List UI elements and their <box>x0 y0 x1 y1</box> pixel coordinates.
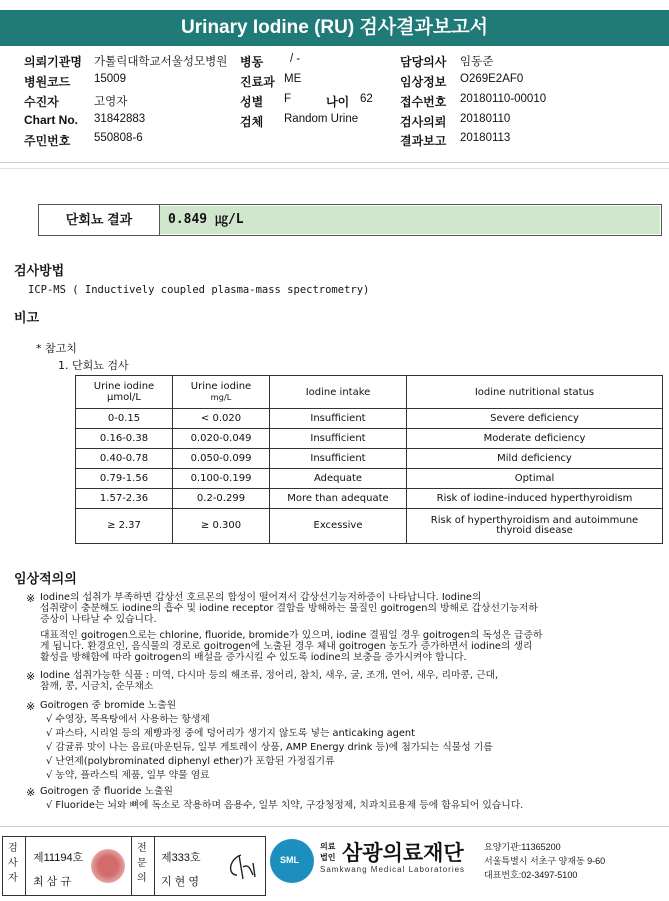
value-report-date: 20180113 <box>460 132 511 144</box>
label-patient: 수진자 <box>24 95 59 109</box>
table-cell: Insufficient <box>270 429 407 449</box>
label-ward: 병동 <box>240 55 264 69</box>
value-institution: 가톨릭대학교서울성모병원 <box>94 56 228 68</box>
table-cell: 0.050-0.099 <box>173 449 270 469</box>
reference-table <box>75 375 663 544</box>
table-header: Iodine nutritional status <box>407 376 663 409</box>
label-sex: 성별 <box>240 95 264 109</box>
org-english-name: Samkwang Medical Laboratories <box>320 865 466 874</box>
table-row <box>76 489 663 509</box>
label-department: 진료과 <box>240 75 275 89</box>
specialist-name: 지 현 영 <box>161 876 199 888</box>
table-cell: Risk of iodine-induced hyperthyroidism <box>407 489 663 509</box>
bromide-item: √ 농약, 플라스틱 제품, 일부 약물 염료 <box>46 770 210 781</box>
table-cell: < 0.020 <box>173 409 270 429</box>
org-address: 서울특별시 서초구 양재동 9-60 <box>484 856 606 866</box>
table-cell: 0.100-0.199 <box>173 469 270 489</box>
table-cell: 0.2-0.299 <box>173 489 270 509</box>
table-cell: Risk of hyperthyroidism and autoimmune thyroid disease <box>407 509 663 544</box>
report-title: Urinary Iodine (RU) 검사결과보고서 <box>0 10 669 46</box>
sml-logo-icon <box>270 839 314 883</box>
clinical-para-1-line-3: 증상이 나타날 수 있습니다. <box>40 614 157 625</box>
fluoride-title: Goitrogen 중 fluoride 노출원 <box>40 786 173 797</box>
label-institution: 의뢰기관명 <box>24 55 82 69</box>
value-department: ME <box>284 73 302 85</box>
table-cell: ≥ 0.300 <box>173 509 270 544</box>
table-cell: 0.79-1.56 <box>76 469 173 489</box>
patient-header <box>24 53 654 153</box>
value-sex: F <box>284 93 292 105</box>
logo-text: SML <box>280 855 299 865</box>
header-divider <box>0 162 669 163</box>
value-receipt-number: 20180110-00010 <box>460 93 547 105</box>
table-cell: More than adequate <box>270 489 407 509</box>
tester-label: 검사자 <box>8 843 18 884</box>
label-receipt-number: 접수번호 <box>400 95 447 109</box>
label-resident-number: 주민번호 <box>24 134 71 148</box>
table-cell: Optimal <box>407 469 663 489</box>
value-age: 62 <box>360 93 373 105</box>
clinical-para-1-line-2: 섭취량이 충분해도 iodine의 흡수 및 iodine receptor 결합을 방해하는 물질인 goitrogen의 방해로 갑상선기능저하 <box>40 603 538 614</box>
label-hospital-code: 병원코드 <box>24 75 71 89</box>
reference-mark-icon: ※ <box>26 592 36 605</box>
header-mg: Urine iodine mg/L <box>190 381 252 402</box>
org-prefix-2: 법인 <box>320 853 336 862</box>
result-label: 단회뇨 결과 <box>39 205 160 235</box>
value-hospital-code: 15009 <box>94 73 126 85</box>
value-patient: 고영자 <box>94 96 128 108</box>
tester-label-cell <box>3 837 26 895</box>
value-doctor: 임동준 <box>460 56 494 68</box>
reference-subtitle: 1. 단회뇨 검사 <box>58 359 129 372</box>
value-specimen: Random Urine <box>284 113 359 125</box>
table-cell: 0.40-0.78 <box>76 449 173 469</box>
value-clinical-info: O269E2AF0 <box>460 73 524 85</box>
label-request-date: 검사의뢰 <box>400 115 447 129</box>
clinical-para-1-line-1: Iodine의 섭취가 부족하면 갑상선 호르몬의 합성이 떨어져서 갑상선기능저하증이 나타납니다. Iodine의 <box>40 592 482 603</box>
table-cell: Adequate <box>270 469 407 489</box>
org-phone: 대표번호:02-3497-5100 <box>484 870 578 880</box>
tester-name: 최 삼 규 <box>33 876 71 888</box>
value-request-date: 20180110 <box>460 113 511 125</box>
table-header: Iodine intake <box>270 376 407 409</box>
table-cell: Insufficient <box>270 449 407 469</box>
specialist-license: 제333호 <box>161 852 201 864</box>
value-resident-number: 550808-6 <box>94 132 143 144</box>
header-divider-2 <box>0 168 669 169</box>
org-prefix-1: 의료 <box>320 842 336 851</box>
value-chart-no: 31842883 <box>94 113 146 125</box>
bromide-item: √ 수영장, 목욕탕에서 사용하는 항생제 <box>46 714 210 725</box>
reference-mark-icon: ※ <box>26 700 36 713</box>
clinical-para-3-line-1: Iodine 섭취가능한 식품 : 미역, 다시마 등의 해조류, 정어리, 참치, 새우, 굴, 조개, 연어, 새우, 리마콩, 근대, <box>40 670 499 681</box>
table-header-row <box>76 376 663 409</box>
footer <box>0 833 669 901</box>
bromide-title: Goitrogen 중 bromide 노출원 <box>40 700 177 711</box>
table-cell: 0.020-0.049 <box>173 429 270 449</box>
remarks-heading: 비고 <box>14 310 40 325</box>
reference-title: * 참고치 <box>36 342 77 355</box>
table-cell: Moderate deficiency <box>407 429 663 449</box>
result-value: 0.849 ㎍/L <box>160 206 660 234</box>
table-header <box>76 376 173 409</box>
footer-divider <box>0 826 669 827</box>
method-heading: 검사방법 <box>14 263 65 278</box>
reference-mark-icon: ※ <box>26 786 36 799</box>
table-row <box>76 449 663 469</box>
label-age: 나이 <box>326 95 350 109</box>
bromide-item: √ 감귤류 맛이 나는 음료(마운틴듀, 일부 게토레이 상품, AMP Energy drink 등)에 첨가되는 식물성 기름 <box>46 742 493 753</box>
table-row <box>76 509 663 544</box>
label-clinical-info: 임상정보 <box>400 75 447 89</box>
tester-license: 제11194호 <box>33 852 84 864</box>
table-cell: ≥ 2.37 <box>76 509 173 544</box>
table-cell: 1.57-2.36 <box>76 489 173 509</box>
signature-icon <box>221 849 261 883</box>
specialist-label: 전문의 <box>137 843 147 884</box>
table-cell: Severe deficiency <box>407 409 663 429</box>
table-row <box>76 409 663 429</box>
clinical-para-2-line-3: 활성을 방해함에 따라 goitrogen의 배설을 증가시킬 수 있도록 iodine의 보충을 증가시켜야 합니다. <box>40 652 467 663</box>
clinical-heading: 임상적의의 <box>14 571 77 586</box>
table-cell: Excessive <box>270 509 407 544</box>
bromide-item: √ 파스타, 시리얼 등의 제빵과정 중에 덩어리가 생기지 않도록 넣는 anticaking agent <box>46 728 415 739</box>
table-cell: Insufficient <box>270 409 407 429</box>
value-ward: / - <box>290 53 301 65</box>
org-name: 삼광의료재단 <box>342 842 464 865</box>
header-umol: Urine iodine μmol/L <box>93 381 155 403</box>
table-cell: 0-0.15 <box>76 409 173 429</box>
table-cell: 0.16-0.38 <box>76 429 173 449</box>
signature-box <box>2 836 266 896</box>
result-box <box>38 204 662 236</box>
table-cell: Mild deficiency <box>407 449 663 469</box>
fluoride-item: √ Fluoride는 뇌와 뼈에 독소로 작용하며 음용수, 일부 치약, 구강청정제, 치과치료용제 등에 함유되어 있습니다. <box>46 800 524 811</box>
method-text: ICP-MS ( Inductively coupled plasma-mass spectrometry) <box>28 284 370 296</box>
reference-mark-icon: ※ <box>26 670 36 683</box>
clinical-para-3-line-2: 참깨, 콩, 시금치, 순무채소 <box>40 681 154 692</box>
institution-code: 요양기관:11365200 <box>484 842 561 852</box>
label-specimen: 검체 <box>240 115 264 129</box>
clinical-para-2-line-1: 대표적인 goitrogen으로는 chlorine, fluoride, bromide가 있으며, iodine 결핍일 경우 goitrogen의 독성은 급증하 <box>40 630 543 641</box>
table-row <box>76 469 663 489</box>
specialist-label-cell <box>131 837 155 895</box>
label-report-date: 결과보고 <box>400 134 447 148</box>
label-doctor: 담당의사 <box>400 55 447 69</box>
label-chart-no: Chart No. <box>24 113 78 127</box>
bromide-item: √ 난연제(polybrominated diphenyl ether)가 포함된 가정집기류 <box>46 756 335 767</box>
table-row <box>76 429 663 449</box>
seal-stamp-icon <box>91 849 125 883</box>
clinical-para-2-line-2: 게 됩니다. 환경요인, 음식물의 경로로 goitrogen에 노출된 경우 체내 goitrogen 농도가 증가하면서 iodine의 생리 <box>40 641 533 652</box>
table-header <box>173 376 270 409</box>
